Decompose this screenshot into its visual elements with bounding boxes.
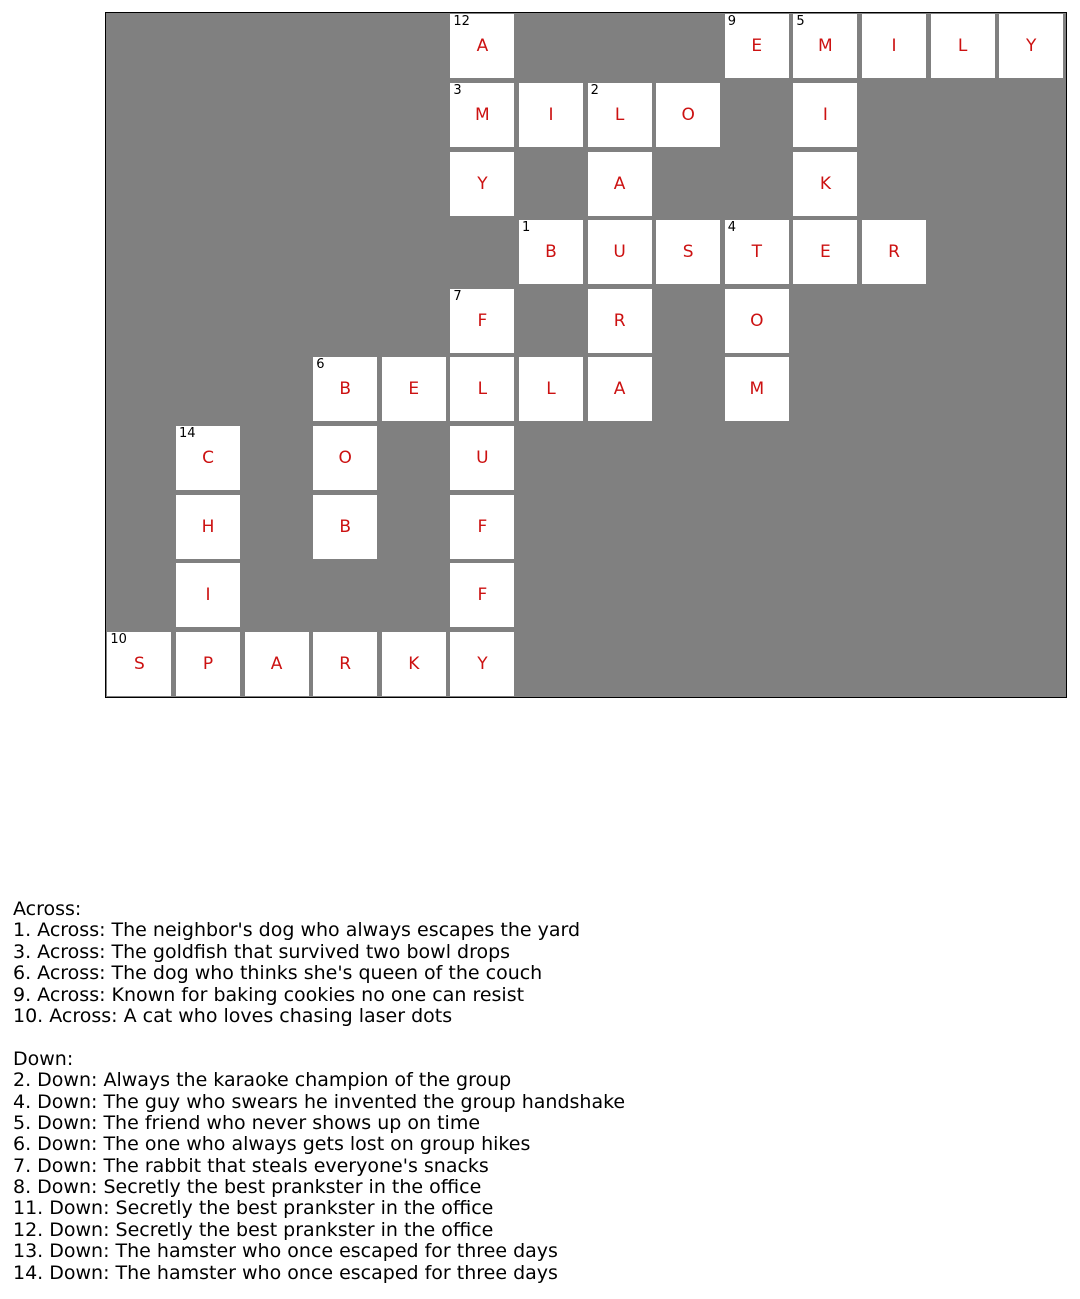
clue-number: 9 <box>727 14 737 30</box>
cell-letter: A <box>476 36 489 57</box>
crossword-cell[interactable] <box>793 14 857 78</box>
cell-letter: K <box>819 173 831 194</box>
crossword-cell[interactable] <box>176 495 240 559</box>
clue-across-9: 9. Across: Known for baking cookies no one can resist <box>13 983 525 1006</box>
clue-list <box>13 899 625 1284</box>
clue-across-6: 6. Across: The dog who thinks she's queen of the couch <box>13 962 543 985</box>
crossword-cell[interactable] <box>382 632 446 696</box>
clue-down-6: 6. Down: The one who always gets lost on group hikes <box>13 1133 531 1156</box>
crossword-cell[interactable] <box>245 632 309 696</box>
crossword-cell[interactable] <box>450 632 514 696</box>
crossword-cell[interactable] <box>725 357 789 421</box>
crossword-cell[interactable] <box>519 220 583 284</box>
clue-spacer <box>13 1027 625 1048</box>
clue-down-12: 12. Down: Secretly the best prankster in the office <box>13 1218 494 1241</box>
crossword-cell[interactable] <box>450 357 514 421</box>
across-heading: Across: <box>13 898 82 920</box>
crossword-cell[interactable] <box>519 83 583 147</box>
clue-number: 5 <box>796 14 805 30</box>
cell-letter: M <box>475 105 490 125</box>
cell-letter: L <box>957 36 968 57</box>
crossword-cell[interactable] <box>176 426 240 490</box>
cell-letter: Y <box>477 653 488 674</box>
crossword-cell[interactable] <box>450 289 514 353</box>
clue-number: 1 <box>522 220 531 236</box>
clue-down-2: 2. Down: Always the karaoke champion of the group <box>13 1069 512 1092</box>
cell-letter: E <box>408 379 420 400</box>
cell-letter: B <box>545 242 557 263</box>
clue-down-5: 5. Down: The friend who never shows up on time <box>13 1111 481 1134</box>
clue-number: 4 <box>727 220 737 236</box>
cell-letter: U <box>476 448 489 468</box>
cell-letter: S <box>682 242 694 263</box>
cell-letter: I <box>891 36 897 57</box>
crossword-cell[interactable] <box>862 220 926 284</box>
crossword-cell[interactable] <box>313 357 377 421</box>
crossword-cell[interactable] <box>450 495 514 559</box>
cell-letter: K <box>408 653 420 674</box>
crossword-cell[interactable] <box>588 152 652 216</box>
clue-number: 14 <box>179 426 196 441</box>
down-heading: Down: <box>13 1047 74 1070</box>
cell-letter: B <box>339 379 352 400</box>
clue-across-10: 10. Across: A cat who loves chasing laser dots <box>13 1004 453 1027</box>
cell-letter: U <box>613 242 626 263</box>
cell-letter: R <box>888 242 900 263</box>
cell-letter: A <box>613 173 626 194</box>
crossword-cell[interactable] <box>931 14 995 78</box>
clue-down-13: 13. Down: The hamster who once escaped for three days <box>13 1240 558 1263</box>
crossword-cell[interactable] <box>450 14 514 78</box>
crossword-cell[interactable] <box>176 563 240 627</box>
crossword-cell[interactable] <box>725 220 789 284</box>
crossword-grid <box>105 12 1067 698</box>
crossword-cell[interactable] <box>999 14 1063 78</box>
cell-letter: P <box>202 653 214 674</box>
crossword-cell[interactable] <box>656 83 720 147</box>
cell-letter: S <box>133 653 145 674</box>
cell-letter: B <box>339 516 352 537</box>
crossword-cell[interactable] <box>793 83 857 147</box>
crossword-cell[interactable] <box>313 632 377 696</box>
crossword-cell[interactable] <box>725 289 789 353</box>
clue-number: 12 <box>453 14 470 30</box>
clue-down-4: 4. Down: The guy who swears he invented the group handshake <box>13 1090 626 1113</box>
cell-letter: O <box>338 448 352 468</box>
cell-letter: L <box>546 379 556 400</box>
cell-letter: Y <box>477 173 488 194</box>
clue-across-3: 3. Across: The goldfish that survived two bowl drops <box>13 940 511 963</box>
crossword-cell[interactable] <box>862 14 926 78</box>
cell-letter: A <box>270 653 283 674</box>
cell-letter: F <box>477 310 488 331</box>
crossword-cell[interactable] <box>382 357 446 421</box>
cell-letter: R <box>613 310 626 331</box>
crossword-cell[interactable] <box>519 357 583 421</box>
crossword-cell[interactable] <box>588 289 652 353</box>
crossword-cell[interactable] <box>588 220 652 284</box>
cell-letter: H <box>201 516 215 537</box>
cell-letter: M <box>749 379 765 400</box>
cell-letter: L <box>614 105 625 125</box>
crossword-cell[interactable] <box>313 426 377 490</box>
crossword-cell[interactable] <box>450 426 514 490</box>
crossword-cell[interactable] <box>656 220 720 284</box>
crossword-cell[interactable] <box>176 632 240 696</box>
cell-letter: A <box>613 379 626 400</box>
cell-letter: E <box>751 36 763 57</box>
cell-letter: T <box>751 242 762 263</box>
crossword-cell[interactable] <box>793 152 857 216</box>
clue-number: 2 <box>590 83 599 98</box>
clue-number: 7 <box>453 288 462 304</box>
crossword-cell[interactable] <box>313 495 377 559</box>
crossword-cell[interactable] <box>793 220 857 284</box>
crossword-cell[interactable] <box>450 563 514 627</box>
crossword-cell[interactable] <box>107 632 171 696</box>
clue-down-11: 11. Down: Secretly the best prankster in the office <box>13 1197 494 1220</box>
cell-letter: Y <box>1025 36 1037 57</box>
cell-letter: F <box>477 516 488 537</box>
cell-letter: I <box>548 105 554 125</box>
cell-letter: M <box>818 36 833 57</box>
crossword-cell[interactable] <box>450 83 514 147</box>
cell-letter: R <box>339 653 352 674</box>
clue-down-14: 14. Down: The hamster who once escaped for three days <box>13 1261 558 1284</box>
cell-letter: O <box>750 310 764 331</box>
clue-number: 6 <box>316 357 325 373</box>
cell-letter: O <box>681 105 695 125</box>
clue-across-1: 1. Across: The neighbor's dog who always escapes the yard <box>13 919 581 942</box>
clue-down-8: 8. Down: Secretly the best prankster in the office <box>13 1176 482 1199</box>
clue-number: 3 <box>453 83 462 98</box>
crossword-cell[interactable] <box>725 14 789 78</box>
cell-letter: L <box>477 379 488 400</box>
crossword-cell[interactable] <box>588 83 652 147</box>
cell-letter: C <box>202 448 214 468</box>
clue-number: 10 <box>110 631 127 647</box>
cell-letter: I <box>822 105 828 125</box>
crossword-cell[interactable] <box>588 357 652 421</box>
clue-down-7: 7. Down: The rabbit that steals everyone's snacks <box>13 1154 489 1177</box>
crossword-cell[interactable] <box>450 152 514 216</box>
cell-letter: F <box>477 585 488 606</box>
cell-letter: E <box>820 242 831 263</box>
cell-letter: I <box>205 585 211 606</box>
